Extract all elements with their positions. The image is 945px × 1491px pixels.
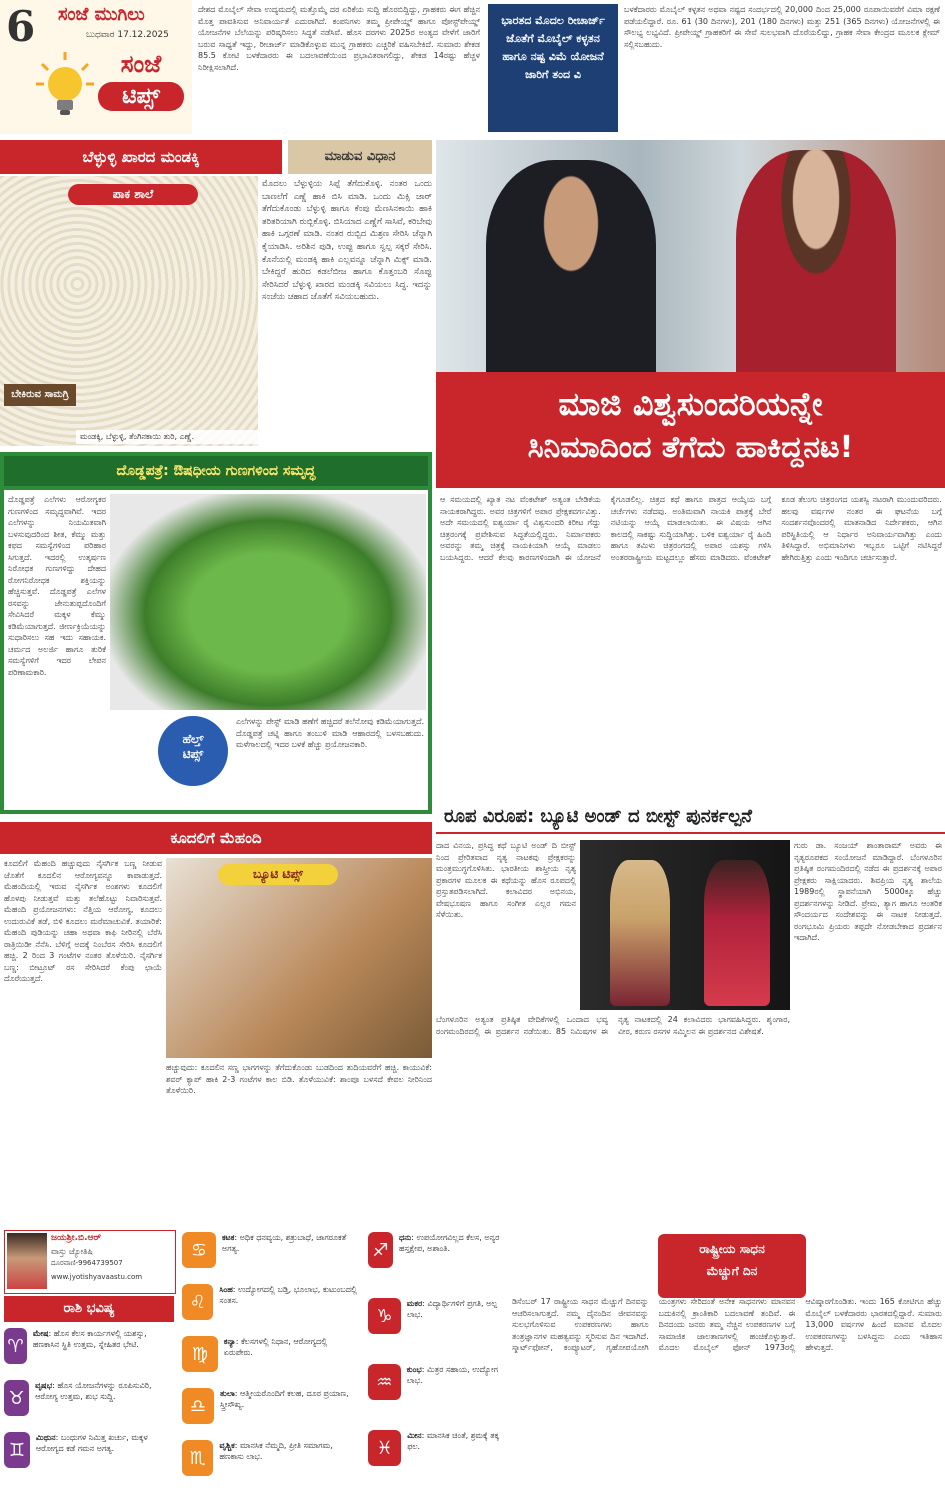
national-headline-2: ಮೆಚ್ಚುಗೆ ದಿನ	[706, 1264, 758, 1278]
aries-icon: ♈	[4, 1328, 27, 1364]
tips-title-top: ಸಂಜೆ	[120, 50, 162, 78]
ingredients-text: ಮಂಡಕ್ಕಿ, ಬೆಳ್ಳುಳ್ಳಿ, ತೆಂಗಿನಕಾಯಿ ತುರಿ, ಎಣ್ಣೆ.	[76, 430, 264, 444]
health-tips-badge	[158, 716, 228, 786]
sign-text: ವಿದ್ಯಾರ್ಥಿಗಳಿಗೆ ಪ್ರಗತಿ, ಅಲ್ಪ ಲಾಭ.	[406, 1299, 498, 1319]
sign-name: ವೃಶ್ಚಿಕ	[219, 1441, 235, 1450]
sign-text: ಹೊಸ ಯೋಜನೆಗಳನ್ನು ರೂಪಿಸುವಿರಿ, ಆರೋಗ್ಯ ಉತ್ತಮ, ಶುಭ ಸುದ್ದಿ.	[35, 1381, 152, 1401]
sign-vrushabha: ♉ ವೃಷಭ: ಹೊಸ ಯೋಜನೆಗಳನ್ನು ರೂಪಿಸುವಿರಿ, ಆರೋಗ್ಯ ಉತ್ತಮ, ಶುಭ ಸುದ್ದಿ.	[4, 1380, 174, 1416]
theatre-body-left: ದಾದ ವಿನಯ, ಪ್ರಸಿದ್ಧ ಕಥೆ ಬ್ಯೂಟಿ ಅಂಡ್ ದಿ ಬೀಸ್ಟ್ ನಿಂದ ಪ್ರೇರಿತವಾದ ನೃತ್ಯ ನಾಟಕವು ಪ್ರೇಕ್ಷಕರನ್ನು ಮಂತ್ರಮುಗ್ಧಗೊಳಿಸಿತು. ಭಾರತೀಯ ಶಾಸ್ತ್ರೀಯ ನೃತ್ಯ ಪ್ರಕಾರಗಳ ಮೂಲಕ ಈ ಕಥೆಯನ್ನು ಹೊಸ ರೂಪದಲ್ಲಿ ಪ್ರಸ್ತುತಪಡಿಸಲಾಗಿದೆ. ಕಲಾವಿದರ ಅಭಿನಯ, ವೇಷಭೂಷಣ ಹಾಗೂ ಸಂಗೀತ ಎಲ್ಲರ ಗಮನ ಸೆಳೆಯಿತು.	[436, 841, 576, 919]
sign-kanya: ♍ ಕನ್ಯಾ: ಕೆಲಸಗಳಲ್ಲಿ ನಿಧಾನ, ಆರೋಗ್ಯದಲ್ಲಿ ಏರುಪೇರು.	[182, 1336, 358, 1372]
national-day-section	[512, 1234, 942, 1489]
sign-name: ಕಟಕ	[221, 1233, 235, 1242]
sign-name: ಮಕರ	[406, 1299, 423, 1308]
recipe-photo	[0, 176, 258, 446]
dancer-male	[610, 860, 670, 1006]
leo-icon: ♌	[182, 1284, 213, 1320]
sign-name: ಕುಂಭ	[406, 1365, 422, 1374]
gemini-icon: ♊	[4, 1432, 30, 1468]
avatar	[7, 1233, 47, 1289]
sign-text: ಮಾನಸಿಕ ಚಿಂತೆ, ಶ್ರಮಕ್ಕೆ ತಕ್ಕ ಫಲ.	[407, 1431, 499, 1451]
herb-section	[0, 452, 432, 814]
tips-title-bottom: ಟಿಪ್ಸ್	[98, 82, 184, 111]
health-badge-bottom: ಟಿಪ್ಸ್	[182, 747, 204, 761]
sign-mesha: ♈ ಮೇಷ: ಹೊಸ ಕೆಲಸ ಕಾರ್ಯಗಳಲ್ಲಿ ಯಶಸ್ಸು, ಹಣಕಾಸಿನ ಸ್ಥಿತಿ ಉತ್ತಮ, ಸ್ನೇಹಿತರ ಭೇಟಿ.	[4, 1328, 174, 1364]
cinema-headline-2: ಸಿನಿಮಾದಿಂದ ತೆಗೆದು ಹಾಕಿದ್ದನಟ!	[527, 430, 854, 465]
astrologer-website[interactable]: www.jyotishyavaastu.com	[51, 1273, 143, 1281]
herb-body	[4, 490, 428, 810]
sign-text: ಉದ್ಯೋಗದಲ್ಲಿ ಬಡ್ತಿ, ಭೂಲಾಭ, ಕುಟುಂಬದಲ್ಲಿ ಸಂತಸ.	[219, 1285, 357, 1305]
actor-figure	[486, 160, 656, 372]
sign-name: ಮೇಷ	[32, 1329, 49, 1338]
sagittarius-icon: ♐	[368, 1232, 393, 1268]
sign-text: ಕೆಲಸಗಳಲ್ಲಿ ನಿಧಾನ, ಆರೋಗ್ಯದಲ್ಲಿ ಏರುಪೇರು.	[223, 1337, 328, 1357]
sign-name: ತುಲಾ	[219, 1389, 235, 1398]
actress-figure	[736, 150, 896, 372]
sign-text: ಆತ್ಮೀಯರೊಂದಿಗೆ ಕಲಹ, ದೂರ ಪ್ರಯಾಣ, ಸ್ತ್ರೀಸೌಖ್ಯ.	[219, 1389, 349, 1409]
sign-makara: ♑ ಮಕರ: ವಿದ್ಯಾರ್ಥಿಗಳಿಗೆ ಪ್ರಗತಿ, ಅಲ್ಪ ಲಾಭ.	[368, 1298, 506, 1334]
top-story-right: ಬಳಕೆದಾರರು ಮೊಬೈಲ್ ಕಳ್ಳತನ ಅಥವಾ ನಷ್ಟದ ಸಂದರ್ಭದಲ್ಲಿ 20,000 ದಿಂದ 25,000 ರೂಪಾಯಿವರೆಗೆ ವಿಮಾ ರಕ್ಷಣೆ ಪಡೆಯಲಿದ್ದಾರೆ. ರೂ. 61 (30 ದಿನಗಳು), 201 (180 ದಿನಗಳು) ಮತ್ತು 251 (365 ದಿನಗಳು) ಯೋಜನೆಗಳಲ್ಲಿ ಈ ಸೌಲಭ್ಯ ಲಭ್ಯವಿದೆ. ಪ್ರೀಪೇಯ್ಡ್ ಗ್ರಾಹಕರಿಗೆ ಈ ಸೇವೆ ಸುಲಭವಾಗಿ ದೊರೆಯಲಿದ್ದು, ಗ್ರಾಹಕ ಸೇವಾ ಕೇಂದ್ರದ ಮೂಲಕ ಕ್ಲೇಮ್ ಸಲ್ಲಿಸಬಹುದು.	[624, 5, 940, 49]
national-headline-box	[658, 1234, 806, 1298]
sign-name: ಮಿಥುನ	[35, 1433, 56, 1442]
top-story-headline-box	[488, 4, 618, 132]
astrologer-card	[4, 1230, 176, 1294]
sign-dhanu: ♐ ಧನು: ಉಪಯೋಗವಿಲ್ಲದ ಕೆಲಸ, ಅನ್ಯರ ಹಸ್ತಕ್ಷೇಪ, ಅಶಾಂತಿ.	[368, 1232, 506, 1268]
horoscope-section	[0, 1228, 508, 1491]
mehndi-body: ಕೂದಲಿಗೆ ಮೆಹಂದಿ ಹಚ್ಚುವುದು ನೈಸರ್ಗಿಕ ಬಣ್ಣ ನೀಡುವ ಜೊತೆಗೆ ಕೂದಲಿನ ಆರೋಗ್ಯವನ್ನೂ ಕಾಪಾಡುತ್ತದೆ. ಮೆಹಂದಿಯಲ್ಲಿ ಇರುವ ನೈಸರ್ಗಿಕ ಅಂಶಗಳು ಕೂದಲಿಗೆ ಹೊಳಪು ನೀಡುತ್ತವೆ ಮತ್ತು ತಲೆಹೊಟ್ಟು ನಿವಾರಿಸುತ್ತವೆ. ಮೆಹಂದಿ ಪ್ರಯೋಜನಗಳು: ನೆತ್ತಿಯ ಆರೋಗ್ಯ, ಕೂದಲು ಉದುರುವಿಕೆ ತಡೆ, ಬಿಳಿ ಕೂದಲು ಮರೆಮಾಚುವಿಕೆ. ತಯಾರಿಕೆ: ಮೆಹಂದಿ ಪುಡಿಯನ್ನು ಚಹಾ ಅಥವಾ ಕಾಫಿ ನೀರಿನಲ್ಲಿ ಬೆರೆಸಿ ರಾತ್ರಿಯಿಡೀ ನೆನೆಸಿ. ಬೆಳಿಗ್ಗೆ ಅದಕ್ಕೆ ನಿಂಬೆರಸ ಸೇರಿಸಿ ಕೂದಲಿಗೆ ಹಚ್ಚಿ. 2 ರಿಂದ 3 ಗಂಟೆಗಳ ನಂತರ ತೊಳೆಯಿರಿ. ನೈಸರ್ಗಿಕ ಬಣ್ಣ: ಬೀಟ್ರೂಟ್ ರಸ ಸೇರಿಸಿದರೆ ಕೆಂಪು ಛಾಯೆ ದೊರೆಯುತ್ತದೆ.	[4, 859, 162, 983]
taurus-icon: ♉	[4, 1380, 29, 1416]
top-story-left: ದೇಶದ ಮೊಬೈಲ್ ಸೇವಾ ಉದ್ಯಮದಲ್ಲಿ ಮತ್ತೊಮ್ಮೆ ದರ ಏರಿಕೆಯ ಸುದ್ದಿ ಹೊರಬಿದ್ದಿದ್ದು, ಗ್ರಾಹಕರು ಈಗ ಹೆಚ್ಚಿನ ಮೊತ್ತ ಪಾವತಿಸುವ ಅನಿವಾರ್ಯತೆ ಎದುರಾಗಿದೆ. ಕಂಪನಿಗಳು ತಮ್ಮ ಪ್ರೀಪೇಯ್ಡ್ ಹಾಗೂ ಪೋಸ್ಟ್‌ಪೇಯ್ಡ್ ಯೋಜನೆಗಳ ಬೆಲೆಯನ್ನು ಪರಿಷ್ಕರಿಸಲು ಸಿದ್ಧತೆ ನಡೆಸಿವೆ. ಹೊಸ ದರಗಳು 2025ರ ಅಂತ್ಯದ ವೇಳೆಗೆ ಜಾರಿಗೆ ಬರುವ ಸಾಧ್ಯತೆ ಇದ್ದು, ರೀಚಾರ್ಜ್ ಮಾಡಿಕೊಳ್ಳುವ ಮುನ್ನ ಗ್ರಾಹಕರು ಎಚ್ಚರಿಕೆ ವಹಿಸಬೇಕಿದೆ. ಸುಮಾರು ಶೇಕಡ 85.5 ಕೋಟಿ ಬಳಕೆದಾರರು ಈ ಬದಲಾವಣೆಯಿಂದ ಪ್ರಭಾವಿತರಾಗಲಿದ್ದು, ಶೇಕಡ 14ರಷ್ಟು ಹೆಚ್ಚಳ ನಿರೀಕ್ಷಿಸಲಾಗಿದೆ.	[198, 5, 480, 72]
cinema-photo	[436, 140, 945, 372]
cinema-headline-1: ಮಾಜಿ ವಿಶ್ವಸುಂದರಿಯನ್ನೇ	[558, 385, 823, 423]
mehndi-caption: ಹಚ್ಚುವುದು: ಕೂದಲಿನ ಸಣ್ಣ ಭಾಗಗಳನ್ನು ತೆಗೆದುಕೊಂಡು ಬುಡದಿಂದ ತುದಿಯವರೆಗೆ ಹಚ್ಚಿ. ಕಾಯುವಿಕೆ: ಶವರ್ ಕ್ಯಾಪ್ ಹಾಕಿ 2-3 ಗಂಟೆಗಳ ಕಾಲ ಬಿಡಿ. ತೊಳೆಯುವಿಕೆ: ಶಾಂಪೂ ಬಳಸದೆ ಕೇವಲ ನೀರಿನಿಂದ ತೊಳೆಯಿರಿ.	[166, 1063, 432, 1095]
ingredients-label: ಬೇಕಿರುವ ಸಾಮಗ್ರಿ	[4, 384, 76, 406]
sign-name: ವೃಷಭ	[35, 1381, 53, 1390]
national-body: ಡಿಸೆಂಬರ್ 17 ರಾಷ್ಟ್ರೀಯ ಸಾಧನ ಮೆಚ್ಚುಗೆ ದಿನವನ್ನು ಆಚರಿಸಲಾಗುತ್ತದೆ. ನಮ್ಮ ದೈನಂದಿನ ಜೀವನವನ್ನು ಸುಲಭಗೊಳಿಸುವ ಉಪಕರಣಗಳು ಹಾಗೂ ತಂತ್ರಜ್ಞಾನಗಳ ಮಹತ್ವವನ್ನು ಸ್ಮರಿಸುವ ದಿನ ಇದಾಗಿದೆ. ಸ್ಮಾರ್ಟ್‌ಫೋನ್, ಕಂಪ್ಯೂಟರ್, ಗೃಹೋಪಯೋಗಿ ಯಂತ್ರಗಳು ಸೇರಿದಂತೆ ಅನೇಕ ಸಾಧನಗಳು ಮಾನವನ ಬದುಕಿನಲ್ಲಿ ಕ್ರಾಂತಿಕಾರಿ ಬದಲಾವಣೆ ತಂದಿವೆ. ಈ ದಿನದಂದು ಜನರು ತಮ್ಮ ನೆಚ್ಚಿನ ಉಪಕರಣಗಳ ಬಗ್ಗೆ ಸಾಮಾಜಿಕ ಜಾಲತಾಣಗಳಲ್ಲಿ ಹಂಚಿಕೊಳ್ಳುತ್ತಾರೆ. ಮೊದಲ ಮೊಬೈಲ್ ಫೋನ್ 1973ರಲ್ಲಿ ಆವಿಷ್ಕಾರಗೊಂಡಿತು. ಇಂದು 165 ಕೋಟಿಗೂ ಹೆಚ್ಚು ಮೊಬೈಲ್ ಬಳಕೆದಾರರು ಭಾರತದಲ್ಲಿದ್ದಾರೆ. ಸುಮಾರು 13,000 ವರ್ಷಗಳ ಹಿಂದೆ ಮಾನವ ಮೊದಲ ಉಪಕರಣಗಳನ್ನು ಬಳಸಿದ್ದನು ಎಂದು ಇತಿಹಾಸ ಹೇಳುತ್ತದೆ.	[512, 1297, 942, 1352]
horoscope-title: ರಾಶಿ ಭವಿಷ್ಯ	[4, 1296, 174, 1322]
cancer-icon: ♋	[182, 1232, 216, 1268]
paper-name: ಸಂಜೆ ಮುಗಿಲು	[58, 4, 145, 25]
top-story-headline: ಭಾರತದ ಮೊದಲ ರೀಚಾರ್ಜ್ ಜೊತೆಗೆ ಮೊಬೈಲ್ ಕಳ್ಳತನ ಹಾಗೂ ನಷ್ಟ ವಿಮೆ ಯೋಜನೆ ಜಾರಿಗೆ ತಂದ ವಿ	[501, 14, 605, 81]
sign-simha: ♌ ಸಿಂಹ: ಉದ್ಯೋಗದಲ್ಲಿ ಬಡ್ತಿ, ಭೂಲಾಭ, ಕುಟುಂಬದಲ್ಲಿ ಸಂತಸ.	[182, 1284, 358, 1320]
theatre-photo	[580, 840, 790, 1010]
herb-photo	[110, 494, 426, 710]
sign-text: ಮಿತ್ರರ ಸಹಾಯ, ಉದ್ಯೋಗ ಲಾಭ.	[406, 1365, 498, 1385]
sign-text: ಹೊಸ ಕೆಲಸ ಕಾರ್ಯಗಳಲ್ಲಿ ಯಶಸ್ಸು, ಹಣಕಾಸಿನ ಸ್ಥಿತಿ ಉತ್ತಮ, ಸ್ನೇಹಿತರ ಭೇಟಿ.	[32, 1329, 147, 1349]
herb-title: ದೊಡ್ಡಪತ್ರೆ: ಔಷಧೀಯ ಗುಣಗಳಿಂದ ಸಮೃದ್ಧ	[4, 456, 428, 486]
theatre-body-bottom: ಬೆಂಗಳೂರಿನ ಅತ್ಯಂತ ಪ್ರತಿಷ್ಠಿತ ವೇದಿಕೆಗಳಲ್ಲಿ ಒಂದಾದ ಭವ್ಯ ರಂಗಮಂದಿರದಲ್ಲಿ ಈ ಪ್ರದರ್ಶನ ನಡೆಯಿತು. 85 ನಿಮಿಷಗಳ ಈ ನೃತ್ಯ ನಾಟಕದಲ್ಲಿ 24 ಕಲಾವಿದರು ಭಾಗವಹಿಸಿದ್ದರು. ಶೃಂಗಾರ, ವೀರ, ಕರುಣ ರಸಗಳ ಸಮ್ಮಿಲನ ಈ ಪ್ರದರ್ಶನದ ವಿಶೇಷತೆ.	[436, 1015, 790, 1036]
sign-text: ಬಂಧುಗಳ ನಿಮಿತ್ತ ಖರ್ಚು, ಮಕ್ಕಳ ಆರೋಗ್ಯದ ಕಡೆ ಗಮನ ಅಗತ್ಯ.	[35, 1433, 148, 1453]
recipe-method: ಮೊದಲು ಬೆಳ್ಳುಳ್ಳಿಯ ಸಿಪ್ಪೆ ತೆಗೆದುಕೊಳ್ಳಿ. ನಂತರ ಒಂದು ಬಾಣಲೆಗೆ ಎಣ್ಣೆ ಹಾಕಿ ಬಿಸಿ ಮಾಡಿ. ಒಂದು ಮಿಕ್ಸಿ ಜಾರ್ ತೆಗೆದುಕೊಂಡು ಬೆಳ್ಳುಳ್ಳಿ ಹಾಗೂ ಕೆಂಪು ಮೆಣಸಿನಕಾಯಿ ಹಾಕಿ ತರಿತರಿಯಾಗಿ ರುಬ್ಬಿಕೊಳ್ಳಿ. ಬಿಸಿಯಾದ ಎಣ್ಣೆಗೆ ಸಾಸಿವೆ, ಕರಿಬೇವು ಹಾಕಿ ಒಗ್ಗರಣೆ ಮಾಡಿ. ನಂತರ ರುಬ್ಬಿದ ಮಿಶ್ರಣ ಸೇರಿಸಿ ಚೆನ್ನಾಗಿ ಕೈಯಾಡಿಸಿ. ಅರಿಶಿನ ಪುಡಿ, ಉಪ್ಪು ಹಾಗೂ ಸ್ವಲ್ಪ ಸಕ್ಕರೆ ಸೇರಿಸಿ. ಕೊನೆಯಲ್ಲಿ ಮಂಡಕ್ಕಿ ಹಾಕಿ ಎಲ್ಲವನ್ನೂ ಚೆನ್ನಾಗಿ ಮಿಕ್ಸ್ ಮಾಡಿ. ಬೇಕಿದ್ದರೆ ಹುರಿದ ಕಡಲೆಬೀಜ ಹಾಗೂ ಕೊತ್ತಂಬರಿ ಸೊಪ್ಪು ಸೇರಿಸಿದರೆ ಬೆಳ್ಳುಳ್ಳಿ ಖಾರದ ಮಂಡಕ್ಕಿ ಸವಿಯಲು ಸಿದ್ಧ. ಇದನ್ನು ಸಂಜೆಯ ಚಹಾದ ಜೊತೆಗೆ ಸವಿಯಬಹುದು.	[262, 179, 432, 303]
sign-kumbha: ♒ ಕುಂಭ: ಮಿತ್ರರ ಸಹಾಯ, ಉದ್ಯೋಗ ಲಾಭ.	[368, 1364, 506, 1400]
date-line: ಬುಧವಾರ 17.12.2025	[86, 30, 169, 40]
sign-text: ಅಧಿಕ ಧನವ್ಯಯ, ಶತ್ರುಬಾಧೆ, ಜಾಗರೂಕತೆ ಅಗತ್ಯ.	[221, 1233, 347, 1253]
mehndi-section	[0, 822, 432, 1122]
capricorn-icon: ♑	[368, 1298, 401, 1334]
sign-vrushchika: ♏ ವೃಶ್ಚಿಕ: ಮಾನಸಿಕ ನೆಮ್ಮದಿ, ಪ್ರೀತಿ ಸಮಾಗಮ, ಹಣಕಾಸು ಲಾಭ.	[182, 1440, 358, 1476]
sign-text: ಮಾನಸಿಕ ನೆಮ್ಮದಿ, ಪ್ರೀತಿ ಸಮಾಗಮ, ಹಣಕಾಸು ಲಾಭ.	[219, 1441, 333, 1461]
sign-name: ಧನು	[399, 1233, 412, 1242]
theatre-headline: ರೂಪ ವಿರೂಪ: ಬ್ಯೂಟಿ ಅಂಡ್ ದ ಬೀಸ್ಟ್ ಪುನರ್ಕಲ್ಪನೆ	[436, 800, 945, 834]
sign-name: ಸಿಂಹ	[219, 1285, 233, 1294]
aquarius-icon: ♒	[368, 1364, 401, 1400]
scorpio-icon: ♏	[182, 1440, 213, 1476]
virgo-icon: ♍	[182, 1336, 218, 1372]
sign-tula: ♎ ತುಲಾ: ಆತ್ಮೀಯರೊಂದಿಗೆ ಕಲಹ, ದೂರ ಪ್ರಯಾಣ, ಸ್ತ್ರೀಸೌಖ್ಯ.	[182, 1388, 358, 1424]
mehndi-photo	[166, 858, 432, 1058]
health-badge-top: ಹೆಲ್ತ್	[182, 732, 204, 746]
section-label-pill: ಪಾಕ ಶಾಲೆ	[68, 184, 198, 205]
mehndi-title: ಕೂದಲಿಗೆ ಮೆಹಂದಿ	[0, 822, 432, 854]
herb-body-right: ಎಲೆಗಳನ್ನು ಪೇಸ್ಟ್ ಮಾಡಿ ಹಣೆಗೆ ಹಚ್ಚಿದರೆ ತಲೆನೋವು ಕಡಿಮೆಯಾಗುತ್ತದೆ. ದೊಡ್ಡಪತ್ರೆ ಚಟ್ನಿ ಹಾಗೂ ತಂಬುಳಿ ಮಾಡಿ ಆಹಾರದಲ್ಲಿ ಬಳಸಬಹುದು. ಮಳೆಗಾಲದಲ್ಲಿ ಇದರ ಬಳಕೆ ಹೆಚ್ಚು ಪ್ರಯೋಜನಕಾರಿ.	[236, 717, 424, 749]
method-label: ಮಾಡುವ ವಿಧಾನ	[288, 140, 432, 174]
sign-kataka: ♋ ಕಟಕ: ಅಧಿಕ ಧನವ್ಯಯ, ಶತ್ರುಬಾಧೆ, ಜಾಗರೂಕತೆ ಅಗತ್ಯ.	[182, 1232, 358, 1268]
sign-mithuna: ♊ ಮಿಥುನ: ಬಂಧುಗಳ ನಿಮಿತ್ತ ಖರ್ಚು, ಮಕ್ಕಳ ಆರೋಗ್ಯದ ಕಡೆ ಗಮನ ಅಗತ್ಯ.	[4, 1432, 174, 1468]
cinema-headline-box	[436, 372, 945, 488]
herb-body-left: ದೊಡ್ಡಪತ್ರೆ ಎಲೆಗಳು ಆರೋಗ್ಯಕರ ಗುಣಗಳಿಂದ ಸಮೃದ್ಧವಾಗಿವೆ. ಇದರ ಎಲೆಗಳನ್ನು ನಿಯಮಿತವಾಗಿ ಬಳಸುವುದರಿಂದ ಶೀತ, ಕೆಮ್ಮು ಮತ್ತು ಕಫದ ಸಮಸ್ಯೆಗಳಿಂದ ಪರಿಹಾರ ಸಿಗುತ್ತದೆ. ಇದರಲ್ಲಿ ಉತ್ಕರ್ಷಣ ನಿರೋಧಕ ಗುಣಗಳಿದ್ದು ದೇಹದ ರೋಗನಿರೋಧಕ ಶಕ್ತಿಯನ್ನು ಹೆಚ್ಚಿಸುತ್ತವೆ. ದೊಡ್ಡಪತ್ರೆ ಎಲೆಗಳ ರಸವನ್ನು ಜೇನುತುಪ್ಪದೊಂದಿಗೆ ಸೇವಿಸಿದರೆ ಮಕ್ಕಳ ಕೆಮ್ಮು ಕಡಿಮೆಯಾಗುತ್ತದೆ. ಜೀರ್ಣಕ್ರಿಯೆಯನ್ನು ಸುಧಾರಿಸಲು ಸಹ ಇದು ಸಹಾಯಕ. ಚರ್ಮದ ಅಲರ್ಜಿ ಹಾಗೂ ತುರಿಕೆ ಸಮಸ್ಯೆಗಳಿಗೆ ಇದರ ಲೇಪನ ಪರಿಣಾಮಕಾರಿ.	[8, 495, 106, 677]
recipe-title: ಬೆಳ್ಳುಳ್ಳಿ ಖಾರದ ಮಂಡಕ್ಕಿ	[0, 140, 282, 174]
cinema-body: ಆ ಸಮಯದಲ್ಲಿ ಖ್ಯಾತ ನಟ ವೆಂಕಟೇಶ್ ಅತ್ಯಂತ ಬೇಡಿಕೆಯ ನಾಯಕರಾಗಿದ್ದರು. ಅವರ ಚಿತ್ರಗಳಿಗೆ ಅಪಾರ ಪ್ರೇಕ್ಷಕವರ್ಗವಿತ್ತು. ಅದೇ ಸಮಯದಲ್ಲಿ ಐಶ್ವರ್ಯಾ ರೈ ವಿಶ್ವಸುಂದರಿ ಕಿರೀಟ ಗೆದ್ದು ಚಿತ್ರರಂಗಕ್ಕೆ ಪ್ರವೇಶಿಸುವ ಸಿದ್ಧತೆಯಲ್ಲಿದ್ದರು. ನಿರ್ಮಾಪಕರು ಅವರನ್ನು ತಮ್ಮ ಚಿತ್ರಕ್ಕೆ ನಾಯಕಿಯಾಗಿ ಆಯ್ಕೆ ಮಾಡಲು ಬಯಸಿದ್ದರು. ಆದರೆ ಕೆಲವು ಕಾರಣಗಳಿಂದಾಗಿ ಈ ಯೋಜನೆ ಕೈಗೂಡಲಿಲ್ಲ. ಚಿತ್ರದ ಕಥೆ ಹಾಗೂ ಪಾತ್ರದ ಆಯ್ಕೆಯ ಬಗ್ಗೆ ಚರ್ಚೆಗಳು ನಡೆದವು. ಅಂತಿಮವಾಗಿ ನಾಯಕಿ ಪಾತ್ರಕ್ಕೆ ಬೇರೆ ನಟಿಯನ್ನು ಆಯ್ಕೆ ಮಾಡಲಾಯಿತು. ಈ ವಿಷಯ ಆಗಿನ ಕಾಲದಲ್ಲಿ ಸಾಕಷ್ಟು ಸುದ್ದಿಯಾಗಿತ್ತು. ಬಳಿಕ ಐಶ್ವರ್ಯಾ ರೈ ಹಿಂದಿ ಹಾಗೂ ತಮಿಳು ಚಿತ್ರರಂಗದಲ್ಲಿ ಅಪಾರ ಯಶಸ್ಸು ಗಳಿಸಿ ಅಂತರರಾಷ್ಟ್ರೀಯ ಮಟ್ಟದಲ್ಲೂ ಹೆಸರು ಮಾಡಿದರು. ವೆಂಕಟೇಶ್ ಕೂಡ ತೆಲುಗು ಚಿತ್ರರಂಗದ ಯಶಸ್ವಿ ನಟರಾಗಿ ಮುಂದುವರಿದರು. ಹಲವು ವರ್ಷಗಳ ನಂತರ ಈ ಘಟನೆಯ ಬಗ್ಗೆ ಸಂದರ್ಶನವೊಂದರಲ್ಲಿ ಮಾತನಾಡಿದ ನಿರ್ದೇಶಕರು, ಆಗಿನ ಪರಿಸ್ಥಿತಿಯಲ್ಲಿ ಆ ನಿರ್ಧಾರ ಅನಿವಾರ್ಯವಾಗಿತ್ತು ಎಂದು ತಿಳಿಸಿದ್ದಾರೆ. ಅಭಿಮಾನಿಗಳು ಇಬ್ಬರೂ ಒಟ್ಟಿಗೆ ನಟಿಸಿದ್ದರೆ ಹೇಗಿರುತ್ತಿತ್ತು ಎಂದು ಇಂದಿಗೂ ಚರ್ಚಿಸುತ್ತಾರೆ.	[440, 495, 942, 562]
pisces-icon: ♓	[368, 1430, 401, 1466]
libra-icon: ♎	[182, 1388, 214, 1424]
sign-meena: ♓ ಮೀನ: ಮಾನಸಿಕ ಚಿಂತೆ, ಶ್ರಮಕ್ಕೆ ತಕ್ಕ ಫಲ.	[368, 1430, 506, 1466]
astrologer-title: ವಾಸ್ತು ಜ್ಯೋತಿಷಿ	[51, 1247, 93, 1256]
recipe-section	[0, 140, 432, 450]
national-headline-1: ರಾಷ್ಟ್ರೀಯ ಸಾಧನ	[699, 1242, 765, 1256]
masthead	[0, 0, 192, 134]
bulb-icon	[36, 52, 94, 118]
astrologer-phone: ದೂರವಾಣಿ-9964739507	[51, 1259, 123, 1267]
sign-name: ಮೀನ	[407, 1431, 422, 1440]
page-number: 6	[6, 2, 36, 51]
sign-name: ಕನ್ಯಾ	[223, 1337, 236, 1346]
dancer-female	[704, 860, 770, 1006]
astrologer-name: ಜಯಶ್ರೀ.ಬಿ.ಆರ್	[51, 1233, 102, 1243]
theatre-body-right: ಗುರು ಡಾ. ಸಂಜಯ್ ಶಾಂತಾರಾಮ್ ಅವರು ಈ ನೃತ್ಯರೂಪಕದ ಸಂಯೋಜನೆ ಮಾಡಿದ್ದಾರೆ. ಬೆಂಗಳೂರಿನ ಪ್ರತಿಷ್ಠಿತ ರಂಗಮಂದಿರದಲ್ಲಿ ನಡೆದ ಈ ಪ್ರದರ್ಶನಕ್ಕೆ ಅಪಾರ ಪ್ರೇಕ್ಷಕರು ಸಾಕ್ಷಿಯಾದರು. ಶಿವಪ್ರಿಯ ನೃತ್ಯ ಶಾಲೆಯ 1989ರಲ್ಲಿ ಸ್ಥಾಪನೆಯಾಗಿ 5000ಕ್ಕೂ ಹೆಚ್ಚು ಪ್ರದರ್ಶನಗಳನ್ನು ನೀಡಿದೆ. ಪ್ರೇಮ, ತ್ಯಾಗ ಹಾಗೂ ಆಂತರಿಕ ಸೌಂದರ್ಯದ ಸಂದೇಶವನ್ನು ಈ ನಾಟಕ ನೀಡುತ್ತದೆ. ರಂಗಭೂಮಿ ಪ್ರಿಯರು ತಪ್ಪದೇ ನೋಡಬೇಕಾದ ಪ್ರದರ್ಶನ ಇದಾಗಿದೆ.	[794, 841, 942, 942]
sign-text: ಉಪಯೋಗವಿಲ್ಲದ ಕೆಲಸ, ಅನ್ಯರ ಹಸ್ತಕ್ಷೇಪ, ಅಶಾಂತಿ.	[399, 1233, 500, 1253]
tips-title-box	[98, 50, 184, 128]
beauty-tips-badge: ಬ್ಯೂಟಿ ಟಿಪ್ಸ್	[218, 864, 338, 885]
